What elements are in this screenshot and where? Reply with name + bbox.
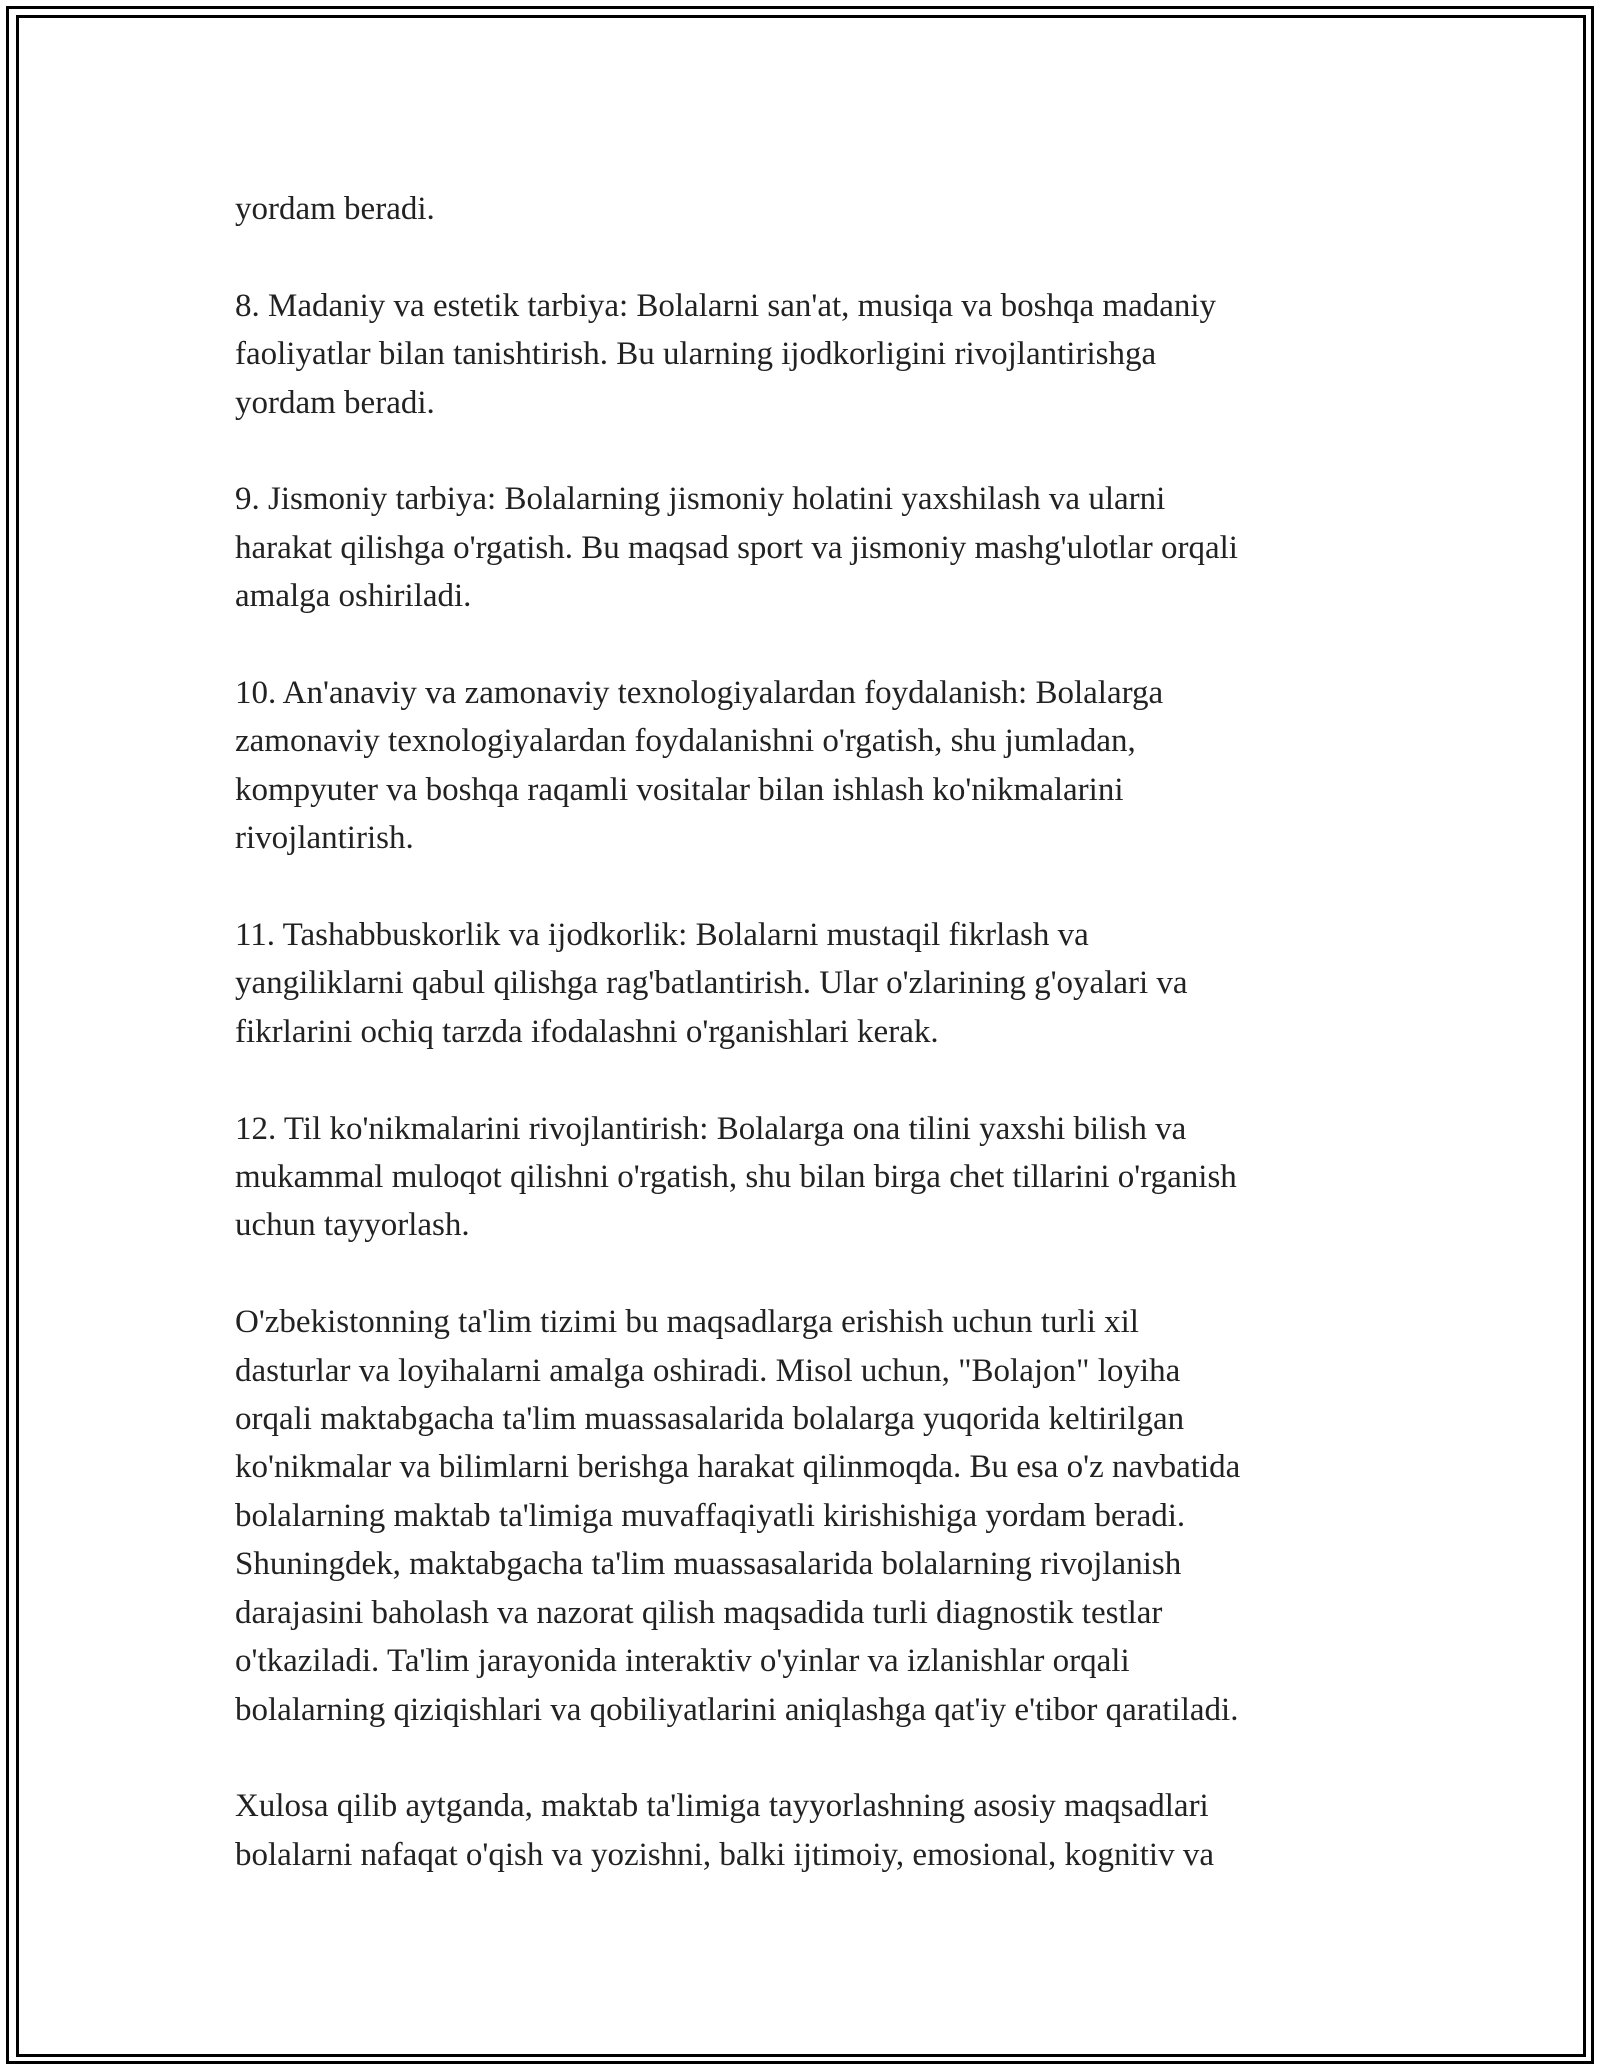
paragraph-item-8: [235, 282, 1385, 427]
text-line: orqali maktabgacha ta'lim muassasalarida bolalarga yuqorida keltirilgan: [235, 1401, 1185, 1438]
text-line: o'tkaziladi. Ta'lim jarayonida interaktiv o'yinlar va izlanishlar orqali: [235, 1643, 1130, 1680]
text-line: harakat qilishga o'rgatish. Bu maqsad sport va jismoniy mashg'ulotlar orqali: [235, 529, 1238, 566]
text-line: mukammal muloqot qilishni o'rgatish, shu bilan birga chet tillarini o'rganish: [235, 1159, 1237, 1196]
text-line: yordam beradi.: [235, 191, 435, 227]
text-line: rivojlantirish.: [235, 820, 414, 857]
text-line: darajasini baholash va nazorat qilish maqsadida turli diagnostik testlar: [235, 1594, 1163, 1631]
text-line: ko'nikmalar va bilimlarni berishga harakat qilinmoqda. Bu esa o'z navbatida: [235, 1449, 1241, 1486]
paragraph-item-10: [235, 669, 1385, 863]
text-line: faoliyatlar bilan tanishtirish. Bu ularning ijodkorligini rivojlantirishga: [235, 336, 1157, 373]
paragraph-conclusion: [235, 1782, 1385, 1879]
text-line: 11. Tashabbuskorlik va ijodkorlik: Bolalarni mustaqil fikrlash va: [235, 917, 1089, 954]
text-line: zamonaviy texnologiyalardan foydalanishni o'rgatish, shu jumladan,: [235, 723, 1136, 760]
text-line: amalga oshiriladi.: [235, 578, 472, 615]
text-line: kompyuter va boshqa raqamli vositalar bilan ishlash ko'nikmalarini: [235, 771, 1124, 808]
text-line: Shuningdek, maktabgacha ta'lim muassasalarida bolalarning rivojlanish: [235, 1546, 1182, 1583]
paragraph-item-12: [235, 1105, 1385, 1250]
text-line: uchun tayyorlash.: [235, 1207, 470, 1244]
text-line: yordam beradi.: [235, 384, 435, 421]
text-line: bolalarning maktab ta'limiga muvaffaqiyatli kirishishiga yordam beradi.: [235, 1497, 1186, 1534]
paragraph-continuation: [235, 185, 1385, 233]
text-line: bolalarning qiziqishlari va qobiliyatlarini aniqlashga qat'iy e'tibor qaratiladi.: [235, 1691, 1239, 1728]
text-line: 12. Til ko'nikmalarini rivojlantirish: Bolalarga ona tilini yaxshi bilish va: [235, 1110, 1187, 1147]
paragraph-item-9: [235, 475, 1385, 620]
paragraph-item-11: [235, 911, 1385, 1056]
text-line: 8. Madaniy va estetik tarbiya: Bolalarni san'at, musiqa va boshqa madaniy: [235, 287, 1217, 324]
text-line: 10. An'anaviy va zamonaviy texnologiyalardan foydalanish: Bolalarga: [235, 675, 1164, 712]
text-line: Xulosa qilib aytganda, maktab ta'limiga tayyorlashning asosiy maqsadlari: [235, 1788, 1209, 1825]
text-line: 9. Jismoniy tarbiya: Bolalarning jismoniy holatini yaxshilash va ularni: [235, 481, 1166, 518]
document-body: [235, 185, 1385, 1928]
text-line: bolalarni nafaqat o'qish va yozishni, balki ijtimoiy, emosional, kognitiv va: [235, 1836, 1214, 1873]
paragraph-programs: [235, 1298, 1385, 1734]
text-line: yangiliklarni qabul qilishga rag'batlantirish. Ular o'zlarining g'oyalari va: [235, 965, 1188, 1002]
text-line: O'zbekistonning ta'lim tizimi bu maqsadlarga erishish uchun turli xil: [235, 1304, 1139, 1341]
text-line: fikrlarini ochiq tarzda ifodalashni o'rganishlari kerak.: [235, 1013, 939, 1050]
text-line: dasturlar va loyihalarni amalga oshiradi. Misol uchun, "Bolajon" loyiha: [235, 1352, 1181, 1389]
